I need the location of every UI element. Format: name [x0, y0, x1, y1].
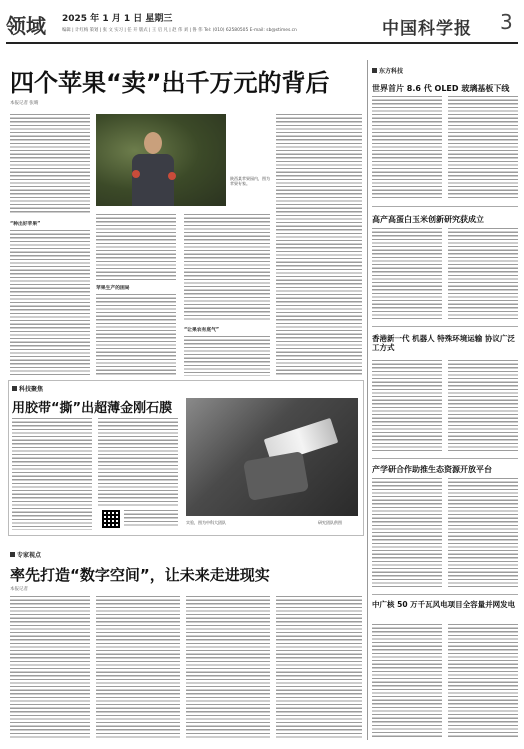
- sidebar-item-text: [448, 360, 518, 452]
- page-number: 3: [500, 10, 513, 34]
- feature-text: [98, 418, 178, 506]
- person-head: [144, 132, 162, 154]
- lead-article-subhead-1: “种出好苹果”: [10, 222, 41, 227]
- feature-caption-left: 实验，图为中科大团队: [186, 520, 226, 525]
- feature-title: 用胶带“撕”出超薄金刚石膜: [12, 401, 173, 416]
- sidebar-item-text: [372, 228, 442, 320]
- photo-caption: 陕西某苹果园内，图为苹果专家。: [230, 176, 270, 186]
- sidebar-item-text: [372, 624, 442, 738]
- lead-article-col3-text-b: [184, 336, 270, 376]
- lead-article-subhead-2: 苹果生产的困局: [96, 286, 130, 291]
- tag-square-icon: [12, 386, 17, 391]
- bottom-article-text: [96, 596, 180, 740]
- lead-article-subhead-3: “让果农有底气”: [184, 328, 220, 333]
- bottom-article-tag: [10, 550, 41, 559]
- sidebar-item-text: [372, 96, 442, 200]
- sidebar-divider: [372, 458, 518, 459]
- feature-tag-label: 科技聚焦: [19, 386, 44, 393]
- sidebar-tag-label: 东方科技: [379, 68, 404, 75]
- lead-article-col4-text: [276, 114, 362, 376]
- sidebar-item-text: [448, 96, 518, 200]
- lead-article-col3-text: [184, 214, 270, 322]
- feature-tag: [12, 384, 43, 393]
- sidebar-item-title: 产学研合作助推生态资源开放平台: [372, 465, 492, 474]
- feature-text: [12, 418, 92, 530]
- feature-text: [124, 510, 178, 528]
- header-rule: [6, 42, 518, 44]
- apple-icon: [168, 172, 176, 180]
- lead-article-byline: 本报记者 张晴: [10, 101, 39, 106]
- feature-caption-right: 研究团队供图: [318, 520, 342, 525]
- lead-article-col1-text-b: [10, 230, 90, 376]
- sidebar-item-text: [448, 624, 518, 738]
- sidebar-item-text: [372, 478, 442, 588]
- sidebar-item-text: [372, 360, 442, 452]
- section-label: 领域: [6, 14, 46, 38]
- sidebar-divider: [372, 326, 518, 327]
- sidebar-tag: [372, 66, 403, 75]
- sidebar-divider: [372, 594, 518, 595]
- sidebar-item-title: 中广核 50 万千瓦风电项目全容量并网发电: [372, 600, 516, 609]
- bottom-article-tag-label: 专家视点: [17, 552, 42, 559]
- apple-icon: [132, 170, 140, 178]
- sidebar-item-text: [448, 228, 518, 320]
- sidebar-divider: [372, 206, 518, 207]
- sidebar-item-title: 高产高蛋白玉米创新研究获成立: [372, 215, 484, 224]
- qr-code-icon: [102, 510, 120, 528]
- masthead-logo: 中国科学报: [382, 19, 472, 39]
- lead-article-col2-text-b: [96, 294, 176, 376]
- sidebar-item-title: 世界首片 8.6 代 OLED 玻璃基板下线: [372, 84, 510, 93]
- lead-article-col1-text: [10, 114, 90, 214]
- bottom-article-byline: 本报记者: [10, 587, 28, 592]
- apple-grower-photo: [96, 114, 226, 206]
- graphene-film-photo: [186, 398, 358, 516]
- bottom-article-text: [10, 596, 90, 740]
- lead-article-title: 四个苹果“卖”出千万元的背后: [10, 69, 330, 97]
- tag-square-icon: [10, 552, 15, 557]
- diamond-film: [243, 451, 309, 501]
- sidebar-item-title: 香港新一代 机器人 特殊环境运输 协议广泛工方式: [372, 334, 515, 352]
- editorial-meta: 编辑 | 计红梅 策划 | 张 文 实习 | 任 开 版式 | 王 启 凡 | 赵 伟 刘 | 鲁 伟 Tel: (010) 62580505 E-mail: sb@stimes.cn: [62, 28, 297, 33]
- person-body: [132, 154, 174, 206]
- bottom-article-text: [276, 596, 362, 740]
- tag-square-icon: [372, 68, 377, 73]
- bottom-article-text: [186, 596, 270, 740]
- sidebar-item-text: [448, 478, 518, 588]
- column-divider: [367, 60, 368, 740]
- bottom-article-title: 率先打造“数字空间”，让未来走进现实: [10, 566, 270, 584]
- lead-article-col2-text: [96, 214, 176, 280]
- issue-date: 2025 年 1 月 1 日 星期三: [62, 14, 173, 24]
